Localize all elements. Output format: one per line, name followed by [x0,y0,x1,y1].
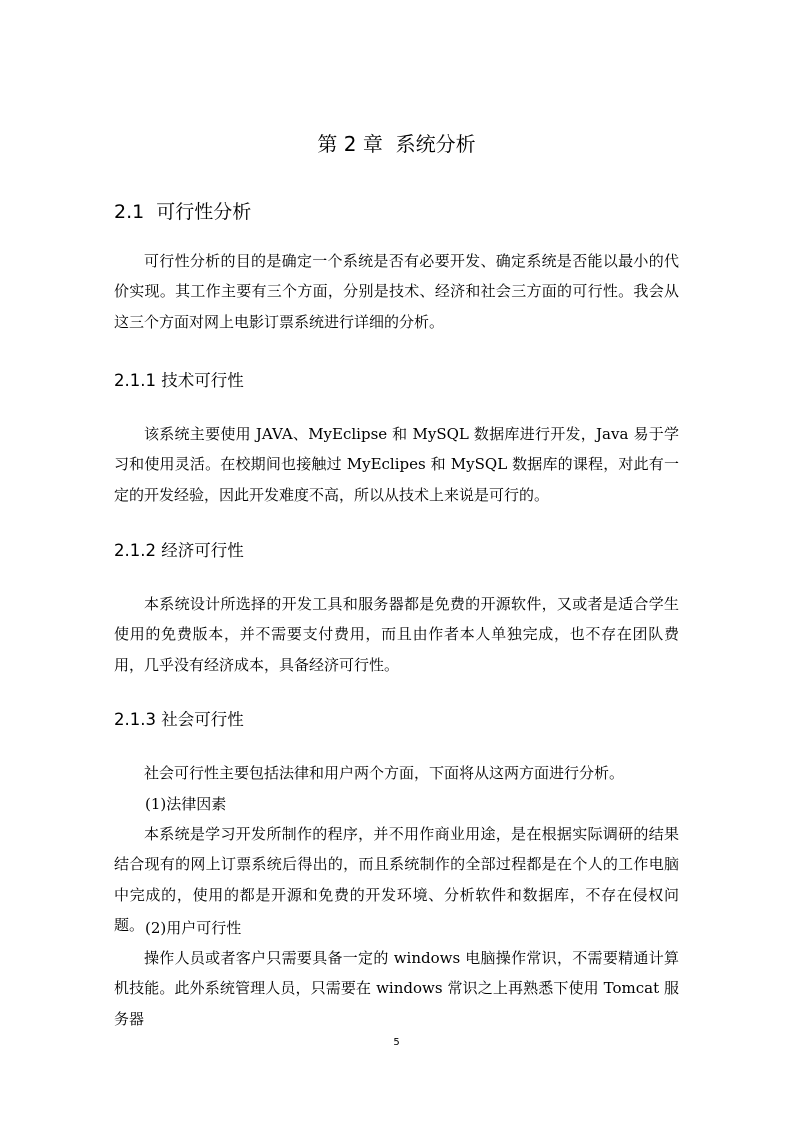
section-heading-2-1-2: 2.1.2 经济可行性 [114,541,244,560]
paragraph-social-feasibility-intro: 社会可行性主要包括法律和用户两个方面，下面将从这两方面进行分析。 [144,764,625,782]
legal-factor-label: (1)法律因素 [145,795,227,813]
section-heading-2-1-1: 2.1.1 技术可行性 [114,371,244,390]
user-feasibility-label: (2)用户可行性 [145,919,242,937]
paragraph-technical-feasibility: 该系统主要使用 JAVA、MyEclipse 和 MySQL 数据库进行开发，Java 易于学习和使用灵活。在校期间也接触过 MyEclipes 和 MySQL 数据库的课程，对此有一定的开发经验，因此开发难度不高，所以从技术上来说是可行的。 [114,425,679,504]
page-number: 5 [393,1037,400,1048]
paragraph-legal-factor: 本系统是学习开发所制作的程序，并不用作商业用途，是在根据实际调研的结果结合现有的网上订票系统后得出的，而且系统制作的全部过程都是在个人的工作电脑中完成的，使用的都是开源和免费的开发环境、分析软件和数据库，不存在侵权问题。 [114,825,679,934]
paragraph-user-feasibility: 操作人员或者客户只需要具备一定的 windows 电脑操作常识，不需要精通计算机技能。此外系统管理人员，只需要在 windows 常识之上再熟悉下使用 Tomcat 服务器 [114,949,679,1028]
chapter-title: 第 2 章 系统分析 [317,132,476,156]
paragraph-economic-feasibility: 本系统设计所选择的开发工具和服务器都是免费的开源软件，又或者是适合学生使用的免费版本，并不需要支付费用，而且由作者本人单独完成，也不存在团队费用，几乎没有经济成本，具备经济可行性。 [114,595,679,674]
section-heading-2-1: 2.1 可行性分析 [114,201,252,223]
section-heading-2-1-3: 2.1.3 社会可行性 [114,710,244,729]
paragraph-feasibility-overview: 可行性分析的目的是确定一个系统是否有必要开发、确定系统是否能以最小的代价实现。其工作主要有三个方面，分别是技术、经济和社会三方面的可行性。我会从这三个方面对网上电影订票系统进行详细的分析。 [114,252,679,331]
